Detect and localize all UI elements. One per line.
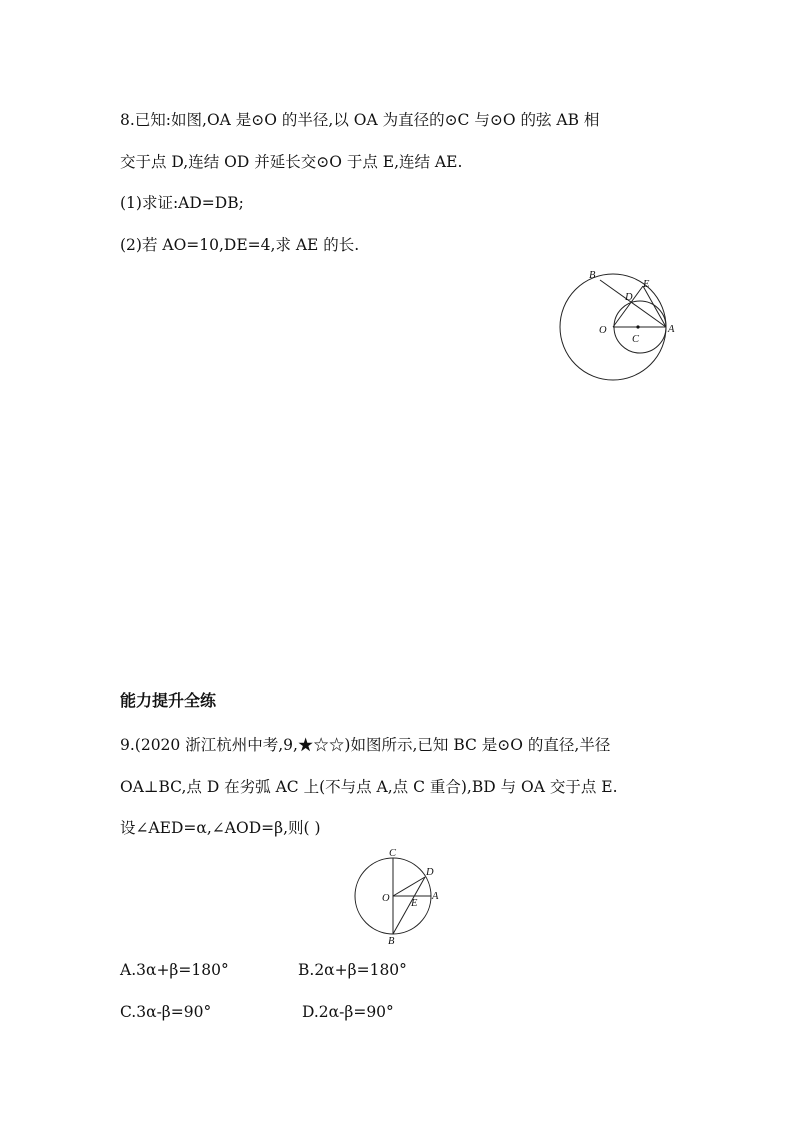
section-heading: 能力提升全练: [120, 691, 217, 710]
q8-stem-line1: 8.已知:如图,OA 是⊙O 的半径,以 OA 为直径的⊙C 与⊙O 的弦 AB 相: [120, 111, 600, 129]
segment-bd: [393, 877, 425, 934]
q9-option-c: C.3α-β=90°: [120, 1003, 212, 1021]
label-c: C: [632, 334, 640, 345]
center-c-dot: [636, 325, 639, 328]
label-d-q9: D: [426, 867, 434, 878]
label-o-q9: O: [382, 893, 390, 904]
q8-stem-line2: 交于点 D,连结 OD 并延长交⊙O 于点 E,连结 AE.: [120, 153, 463, 171]
q9-option-a: A.3α+β=180°: [120, 961, 229, 979]
q8-part1: (1)求证:AD=DB;: [120, 194, 244, 212]
label-a-q9: A: [432, 891, 439, 902]
label-b-q9: B: [388, 936, 395, 945]
chord-ab: [600, 280, 666, 327]
label-b: B: [589, 270, 596, 281]
q9-stem-line1: 9.(2020 浙江杭州中考,9,★☆☆)如图所示,已知 BC 是⊙O 的直径,半径: [120, 736, 611, 754]
q9-stem-line3: 设∠AED=α,∠AOD=β,则( ): [120, 819, 321, 837]
q8-part2: (2)若 AO=10,DE=4,求 AE 的长.: [120, 236, 360, 254]
q8-figure: [550, 265, 690, 390]
q9-figure: [345, 845, 445, 945]
label-c-q9: C: [389, 848, 397, 859]
label-d: D: [625, 292, 633, 303]
segment-ae: [643, 286, 666, 327]
q9-stem-line2: OA⊥BC,点 D 在劣弧 AC 上(不与点 A,点 C 重合),BD 与 OA 交于点 E.: [120, 778, 618, 796]
label-a: A: [668, 324, 675, 335]
label-e: E: [643, 279, 650, 290]
label-e-q9: E: [411, 898, 418, 909]
q9-option-d: D.2α-β=90°: [302, 1003, 394, 1021]
q9-option-b: B.2α+β=180°: [298, 961, 407, 979]
label-o: O: [599, 325, 607, 336]
